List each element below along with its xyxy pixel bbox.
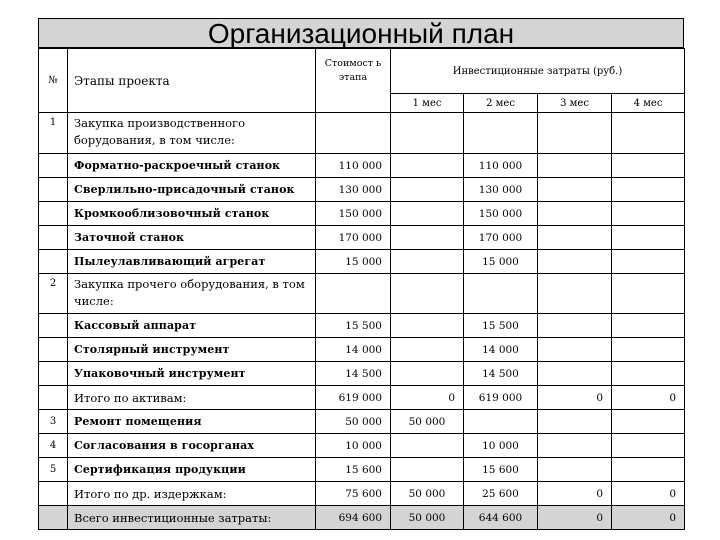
stage-name: Сертификация продукции: [68, 458, 316, 482]
month-2-cost: 644 600: [464, 506, 538, 530]
stage-name: Заточной станок: [68, 226, 316, 250]
month-3-cost: [538, 338, 612, 362]
row-number: [39, 202, 68, 226]
month-2-cost: 15 000: [464, 250, 538, 274]
table-row: [39, 202, 685, 226]
stage-cost: 15 500: [316, 314, 391, 338]
month-1-cost: [391, 113, 464, 154]
header-investment: Инвестиционные затраты (руб.): [391, 49, 685, 94]
table-row: [39, 154, 685, 178]
grand-total-row: [39, 506, 685, 530]
stage-name: Закупка производственного борудования, в том числе:: [68, 113, 316, 154]
month-3-cost: [538, 274, 612, 314]
row-number: [39, 154, 68, 178]
row-number: [39, 482, 68, 506]
month-1-cost: [391, 338, 464, 362]
month-1-cost: 50 000: [391, 506, 464, 530]
table-row: [39, 362, 685, 386]
month-3-cost: [538, 410, 612, 434]
month-1-cost: [391, 362, 464, 386]
table-row: [39, 250, 685, 274]
month-1-cost: [391, 154, 464, 178]
total-row: [39, 386, 685, 410]
month-1-cost: [391, 458, 464, 482]
month-3-cost: 0: [538, 506, 612, 530]
month-3-cost: [538, 362, 612, 386]
month-2-cost: 25 600: [464, 482, 538, 506]
month-4-cost: [612, 226, 685, 250]
table-row: [39, 178, 685, 202]
table-row: [39, 458, 685, 482]
month-3-cost: 0: [538, 482, 612, 506]
stage-name: Закупка прочего оборудования, в том числе:: [68, 274, 316, 314]
header-month-4: 4 мес: [612, 94, 685, 113]
stage-name: Упаковочный инструмент: [68, 362, 316, 386]
month-2-cost: [464, 274, 538, 314]
month-3-cost: 0: [538, 386, 612, 410]
row-number: [39, 250, 68, 274]
month-2-cost: 130 000: [464, 178, 538, 202]
stage-name: Кромкооблизовочный станок: [68, 202, 316, 226]
table-row: [39, 226, 685, 250]
stage-cost: 50 000: [316, 410, 391, 434]
stage-name: Согласования в госорганах: [68, 434, 316, 458]
month-3-cost: [538, 178, 612, 202]
row-number: [39, 362, 68, 386]
month-1-cost: [391, 202, 464, 226]
stage-cost: 619 000: [316, 386, 391, 410]
stage-cost: 15 600: [316, 458, 391, 482]
month-1-cost: [391, 274, 464, 314]
month-2-cost: 110 000: [464, 154, 538, 178]
header-no: №: [39, 49, 68, 113]
stage-name: Итого по активам:: [68, 386, 316, 410]
month-4-cost: 0: [612, 506, 685, 530]
header-month-3: 3 мес: [538, 94, 612, 113]
month-2-cost: 170 000: [464, 226, 538, 250]
stage-name: Сверлильно-присадочный станок: [68, 178, 316, 202]
month-4-cost: [612, 202, 685, 226]
stage-cost: 14 000: [316, 338, 391, 362]
stage-cost: 694 600: [316, 506, 391, 530]
month-3-cost: [538, 458, 612, 482]
row-number: [39, 226, 68, 250]
month-4-cost: 0: [612, 482, 685, 506]
month-3-cost: [538, 202, 612, 226]
month-1-cost: 50 000: [391, 482, 464, 506]
row-number: 5: [39, 458, 68, 482]
stage-name: Кассовый аппарат: [68, 314, 316, 338]
month-4-cost: [612, 274, 685, 314]
stage-cost: 10 000: [316, 434, 391, 458]
row-number: 1: [39, 113, 68, 154]
month-4-cost: [612, 178, 685, 202]
stage-cost: 15 000: [316, 250, 391, 274]
month-4-cost: [612, 338, 685, 362]
month-2-cost: 15 600: [464, 458, 538, 482]
header-month-1: 1 мес: [391, 94, 464, 113]
month-3-cost: [538, 434, 612, 458]
row-number: [39, 386, 68, 410]
table-row: [39, 314, 685, 338]
month-2-cost: [464, 113, 538, 154]
month-4-cost: [612, 362, 685, 386]
stage-cost: 170 000: [316, 226, 391, 250]
month-4-cost: [612, 250, 685, 274]
stage-cost: [316, 274, 391, 314]
header-stages: Этапы проекта: [68, 49, 316, 113]
stage-name: Столярный инструмент: [68, 338, 316, 362]
month-2-cost: [464, 410, 538, 434]
stage-cost: 14 500: [316, 362, 391, 386]
month-1-cost: [391, 178, 464, 202]
table-row: [39, 434, 685, 458]
month-2-cost: 619 000: [464, 386, 538, 410]
header-month-2: 2 мес: [464, 94, 538, 113]
stage-name: Ремонт помещения: [68, 410, 316, 434]
month-3-cost: [538, 250, 612, 274]
month-1-cost: [391, 226, 464, 250]
month-2-cost: 15 500: [464, 314, 538, 338]
row-number: 4: [39, 434, 68, 458]
month-4-cost: 0: [612, 386, 685, 410]
month-4-cost: [612, 434, 685, 458]
month-1-cost: [391, 434, 464, 458]
stage-cost: 130 000: [316, 178, 391, 202]
total-row: [39, 482, 685, 506]
stage-cost: 75 600: [316, 482, 391, 506]
month-3-cost: [538, 154, 612, 178]
row-number: [39, 314, 68, 338]
stage-cost: [316, 113, 391, 154]
organizational-plan-table: [38, 48, 685, 530]
row-number: [39, 338, 68, 362]
table-row: [39, 113, 685, 154]
stage-name: Итого по др. издержкам:: [68, 482, 316, 506]
header-row: [39, 49, 685, 94]
stage-name: Форматно-раскроечный станок: [68, 154, 316, 178]
table-row: [39, 274, 685, 314]
month-2-cost: 14 000: [464, 338, 538, 362]
month-3-cost: [538, 226, 612, 250]
row-number: 3: [39, 410, 68, 434]
stage-name: Пылеулавливающий агрегат: [68, 250, 316, 274]
row-number: [39, 506, 68, 530]
month-1-cost: 0: [391, 386, 464, 410]
header-cost: Стоимост ь этапа: [316, 49, 391, 113]
page-title: Организационный план: [38, 18, 684, 48]
month-2-cost: 14 500: [464, 362, 538, 386]
row-number: [39, 178, 68, 202]
row-number: 2: [39, 274, 68, 314]
table-row: [39, 338, 685, 362]
stage-cost: 110 000: [316, 154, 391, 178]
month-2-cost: 10 000: [464, 434, 538, 458]
month-2-cost: 150 000: [464, 202, 538, 226]
stage-name: Всего инвестиционные затраты:: [68, 506, 316, 530]
month-3-cost: [538, 113, 612, 154]
month-1-cost: [391, 314, 464, 338]
month-4-cost: [612, 458, 685, 482]
month-4-cost: [612, 410, 685, 434]
month-4-cost: [612, 154, 685, 178]
table-row: [39, 410, 685, 434]
stage-cost: 150 000: [316, 202, 391, 226]
month-1-cost: 50 000: [391, 410, 464, 434]
month-4-cost: [612, 113, 685, 154]
month-3-cost: [538, 314, 612, 338]
month-4-cost: [612, 314, 685, 338]
month-1-cost: [391, 250, 464, 274]
